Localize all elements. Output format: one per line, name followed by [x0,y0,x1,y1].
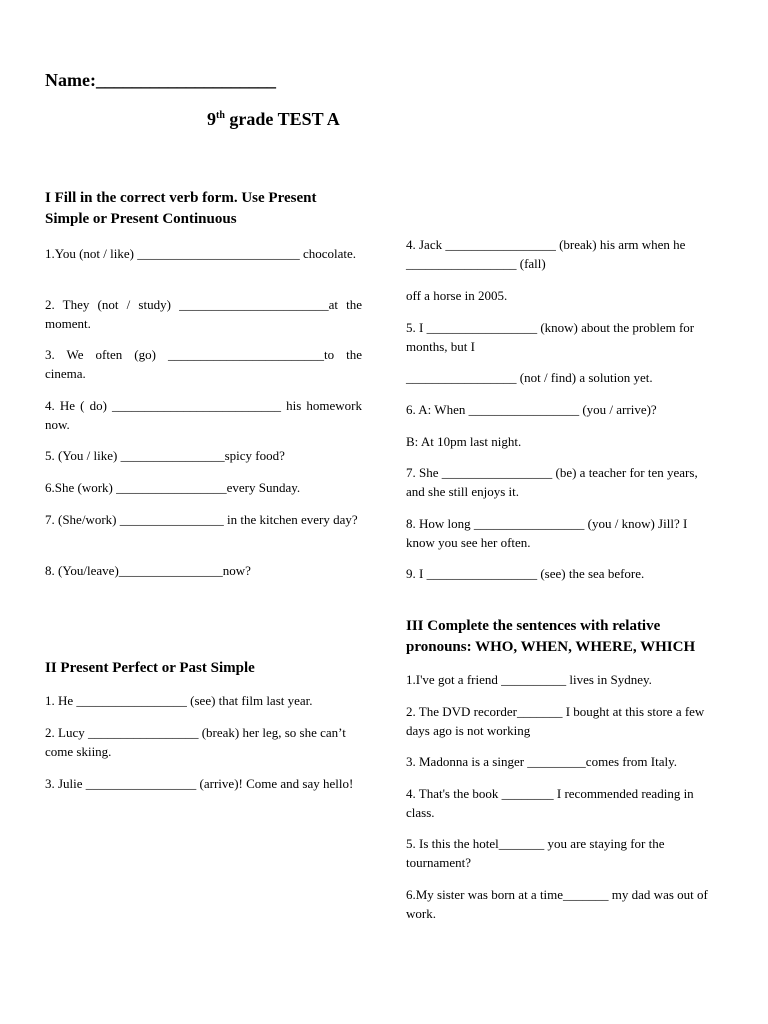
section2-heading: II Present Perfect or Past Simple [45,660,255,676]
section3-item-6: 6.My sister was born at a time_______ my dad was out of work. [406,887,708,921]
section2-item-6-answer: B: At 10pm last night. [406,434,522,449]
section2-item-8: 8. How long _________________ (you / know) Jill? I know you see her often. [406,516,688,550]
section1-item-3: 3. We often (go) ________________________to the cinema. [45,347,362,381]
section3-item-1: 1.I've got a friend __________ lives in Sydney. [406,672,652,687]
section2-item-5: 5. I _________________ (know) about the problem for months, but I [406,320,695,354]
section2-item-5-cont: _________________ (not / find) a solution yet. [406,370,653,385]
section3-item-3: 3. Madonna is a singer _________comes from Italy. [406,754,678,769]
section2-item-2: 2. Lucy _________________ (break) her leg, so she can’t come skiing. [45,725,346,759]
section1-item-7: 7. (She/work) ________________ in the kitchen every day? [45,512,358,527]
grade-number: 9 [207,109,216,129]
title-rest: grade TEST A [224,109,340,129]
section2-item-1: 1. He _________________ (see) that film last year. [45,693,313,708]
section2-item-6: 6. A: When _________________ (you / arrive)? [406,402,657,417]
section2-item-3: 3. Julie _________________ (arrive)! Come and say hello! [45,776,354,791]
section2-item-4: 4. Jack _________________ (break) his arm when he _________________ (fall) [406,237,686,271]
section1-item-6: 6.She (work) _________________every Sunday. [45,480,301,495]
section1-item-2: 2. They (not / study) _______________________at the moment. [45,297,362,331]
section3-heading: III Complete the sentences with relative pronouns: WHO, WHEN, WHERE, WHICH [406,618,696,655]
section1-heading: I Fill in the correct verb form. Use Present Simple or Present Continuous [45,190,317,227]
section1-item-8: 8. (You/leave)________________now? [45,563,251,578]
section3-item-4: 4. That's the book ________ I recommended reading in class. [406,786,694,820]
test-title [207,109,340,130]
section3-item-2: 2. The DVD recorder_______ I bought at this store a few days ago is not working [406,704,705,738]
name-field-label: Name:____________________ [45,70,276,90]
section2-item-4-cont: off a horse in 2005. [406,288,508,303]
section3-item-5: 5. Is this the hotel_______ you are staying for the tournament? [406,836,665,870]
section1-item-5: 5. (You / like) ________________spicy food? [45,448,285,463]
section1-item-1: 1.You (not / like) _________________________ chocolate. [45,246,357,261]
section2-item-9: 9. I _________________ (see) the sea before. [406,566,645,581]
section2-item-7: 7. She _________________ (be) a teacher for ten years, and she still enjoys it. [406,465,698,499]
section1-item-4: 4. He ( do) __________________________ his homework now. [45,398,362,432]
grade-suffix: th [216,110,225,121]
